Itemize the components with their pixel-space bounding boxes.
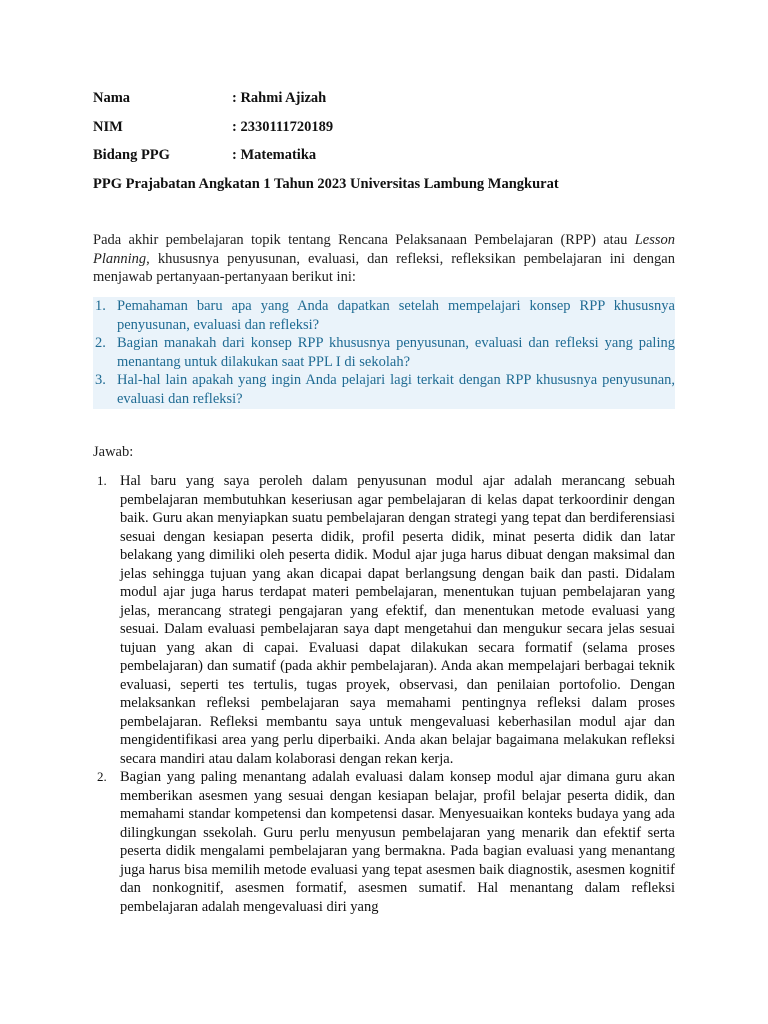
name-value: : Rahmi Ajizah: [232, 90, 327, 106]
question-number: 2.: [95, 335, 106, 352]
question-item: [93, 371, 675, 408]
nim-label: NIM: [93, 119, 123, 135]
answer-heading: Jawab:: [93, 444, 134, 460]
question-number: 3.: [95, 372, 106, 389]
question-item: [93, 334, 675, 371]
answer-list: [93, 472, 675, 916]
nim-row: [93, 117, 333, 137]
answer-item: [93, 472, 675, 768]
question-text: Bagian manakah dari konsep RPP khususnya penyusunan, evaluasi dan refleksi yang paling menantang untuk dilakukan saat PPL I di sekolah?: [117, 335, 675, 370]
nim-value: : 2330111720189: [232, 119, 334, 135]
intro-text-1: Pada akhir pembelajaran topik tentang Rencana Pelaksanaan Pembelajaran (RPP) atau: [93, 232, 635, 248]
intro-paragraph: [93, 231, 675, 287]
question-number: 1.: [95, 298, 106, 314]
question-text: Pemahaman baru apa yang Anda dapatkan setelah mempelajari konsep RPP khususnya penyusunan, evaluasi dan refleksi?: [117, 298, 675, 333]
answer-item: [93, 768, 675, 916]
question-list: [93, 297, 675, 409]
field-value: : Matematika: [232, 147, 317, 163]
question-item: [93, 297, 675, 334]
answer-text: Bagian yang paling menantang adalah evaluasi dalam konsep modul ajar dimana guru akan memberikan asesmen yang sesuai dengan kesiapan belajar, profil belajar peserta didik, dan memahami standar kompetensi dan kompetensi dasar. Menyesuaikan konteks budaya yang ada dilingkungan ssekolah. Guru perlu menyusun pembelajaran yang menarik dan efektif serta peserta didik mengalami pembelajaran yang bermakna. Pada bagian evaluasi yang menantang juga harus bisa memilih metode evaluasi yang tepat asesmen baik diagnostik, asesmen kognitif dan nonkognitif, asesmen formatif, asesmen sumatif. Hal menantang dalam refleksi pembelajaran adalah mengevaluasi diri yang: [120, 769, 675, 915]
name-label: Nama: [93, 90, 131, 106]
name-row: [93, 88, 326, 108]
question-text: Hal-hal lain apakah yang ingin Anda pelajari lagi terkait dengan RPP khususnya penyusunan, evaluasi dan refleksi?: [117, 372, 675, 407]
answer-number: 2.: [97, 769, 107, 784]
answer-number: 1.: [97, 473, 107, 488]
field-row: [93, 145, 316, 165]
program-title: PPG Prajabatan Angkatan 1 Tahun 2023 Universitas Lambung Mangkurat: [93, 176, 559, 192]
answer-text: Hal baru yang saya peroleh dalam penyusunan modul ajar adalah merancang sebuah pembelajaran membutuhkan keseriusan agar pembelajaran di kelas dapat terkoordinir dengan baik. Guru akan menyiapkan suatu pembelajaran dengan strategi yang tepat dan berdiferensiasi sesuai dengan kesiapan peserta didik, profil peserta didik, minat peserta didik dan latar belakang yang dimiliki oleh peserta didik. Modul ajar juga harus dibuat dengan maksimal dan jelas sehingga tujuan yang akan dicapai dapat berlangsung dengan baik dan pasti. Didalam modul ajar juga harus terdapat materi pembelajaran, menentukan tujuan pembelajaran yang jelas, merancang strategi pengajaran yang efektif, dan menentukan metode evaluasi yang sesuai. Dalam evaluasi pembelajaran saya dapt mengetahui dan mengukur secara jelas sesuai tujuan yang akan di capai. Evaluasi dapat dilakukan secara formatif (selama proses pembelajaran) dan sumatif (pada akhir pembelajaran). Anda akan mempelajari berbagai teknik evaluasi, seperti tes tertulis, tugas proyek, observasi, dan penilaian portofolio. Dengan melaksankan refleksi pembelajaran saya memahami pentingnya refleksi dalam proses pembelajaran. Refleksi membantu saya untuk mengevaluasi keberhasilan modul ajar dan mengidentifikasi area yang perlu diperbaiki. Anda akan belajar bagaimana melakukan refleksi secara mandiri atau dalam kolaborasi dengan rekan kerja.: [120, 473, 675, 767]
field-label: Bidang PPG: [93, 147, 170, 163]
intro-italic: Lesson Planning: [93, 232, 675, 267]
intro-text-2: , khususnya penyusunan, evaluasi, dan refleksi, refleksikan pembelajaran ini dengan menjawab pertanyaan-pertanyaan berikut ini:: [93, 250, 675, 286]
